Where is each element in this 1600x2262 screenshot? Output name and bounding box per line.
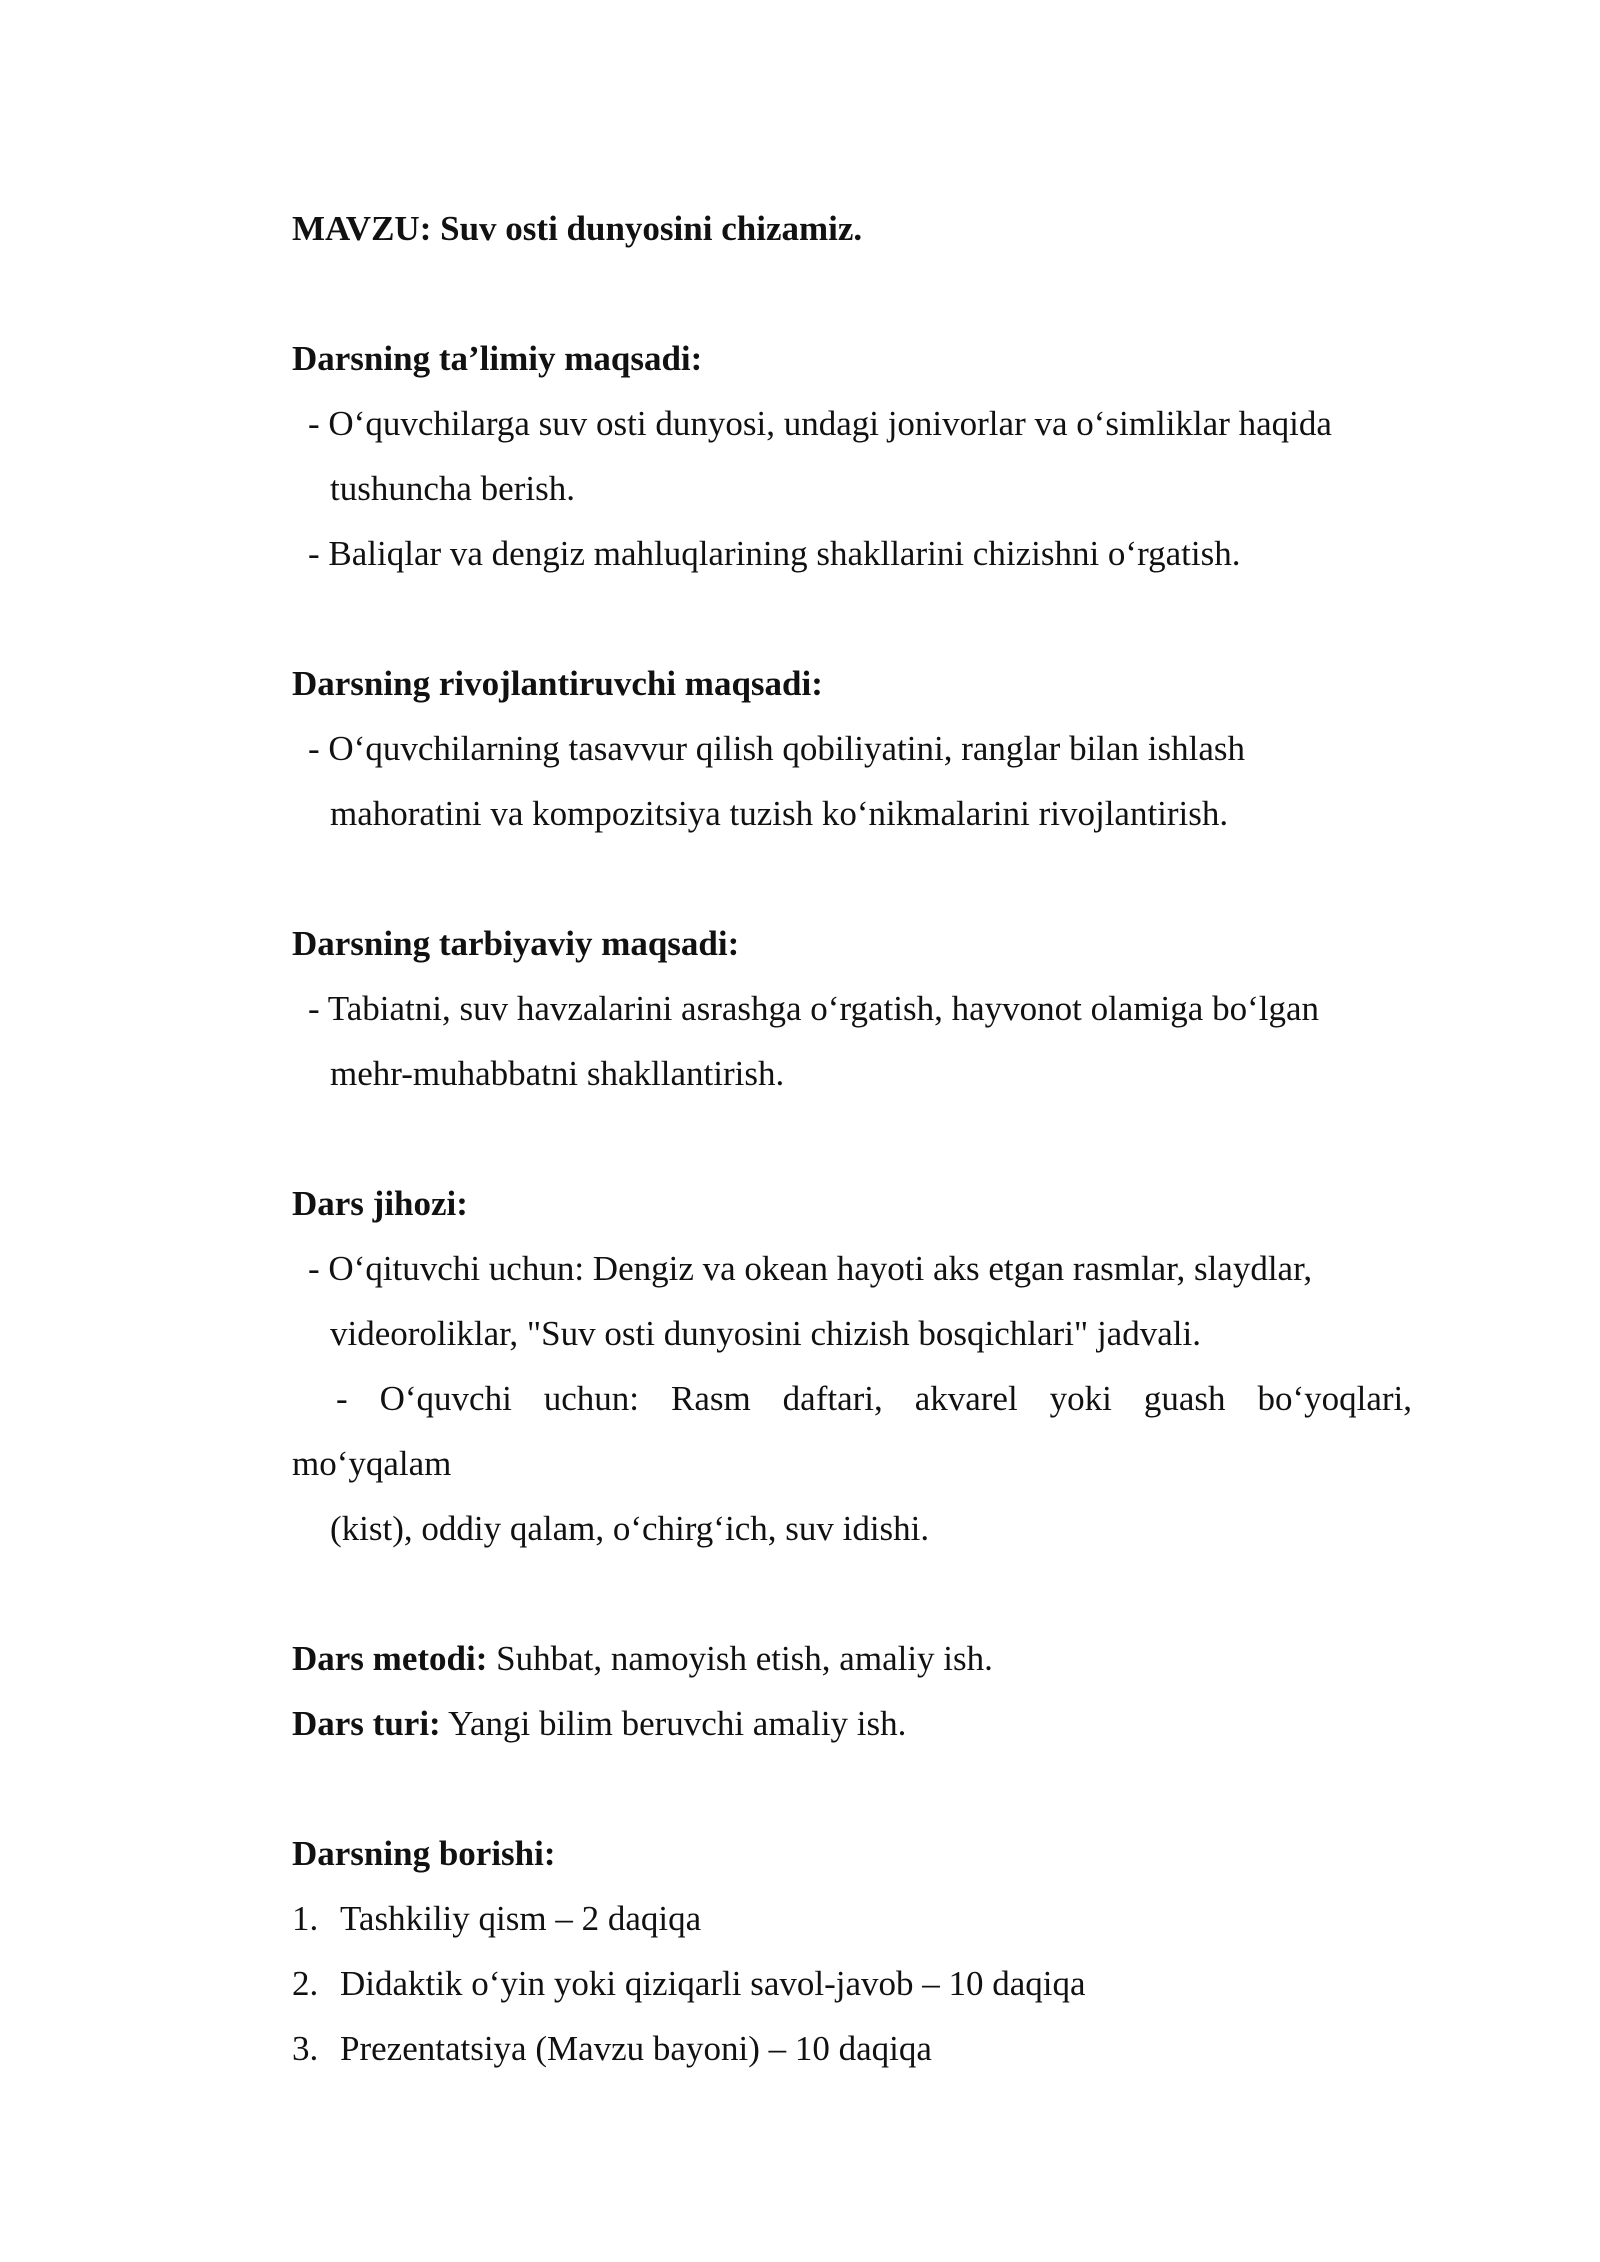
turi-text: Yangi bilim beruvchi amaliy ish.	[448, 1704, 907, 1743]
word: O‘quvchi	[379, 1379, 512, 1418]
list-text: Prezentatsiya (Mavzu bayoni) – 10 daqiqa	[340, 2029, 932, 2068]
spacer	[292, 1561, 1412, 1626]
spacer	[292, 1106, 1412, 1171]
tarbiyaviy-heading: Darsning tarbiyaviy maqsadi:	[292, 924, 740, 963]
word: akvarel	[914, 1379, 1018, 1418]
word: bo‘yoqlari,	[1257, 1379, 1412, 1418]
spacer	[292, 261, 1412, 326]
list-number: 2.	[292, 1964, 319, 2003]
dars-turi	[292, 1691, 1412, 1756]
word: guash	[1143, 1379, 1226, 1418]
spacer	[292, 846, 1412, 911]
borishi-heading: Darsning borishi:	[292, 1834, 556, 1873]
jihoz-student-line-3: (kist), oddiy qalam, o‘chirg‘ich, suv idishi.	[330, 1509, 930, 1548]
metod-text: Suhbat, namoyish etish, amaliy ish.	[496, 1639, 993, 1678]
title-text: Suv osti dunyosini chizamiz.	[440, 209, 863, 248]
tarbiyaviy-line-2: mehr-muhabbatni shakllantirish.	[330, 1054, 785, 1093]
talimiy-heading: Darsning ta’limiy maqsadi:	[292, 339, 703, 378]
title-label: MAVZU:	[292, 209, 432, 248]
rivojlantiruvchi-line-2: mahoratini va kompozitsiya tuzish ko‘nikmalarini rivojlantirish.	[330, 794, 1229, 833]
list-number: 1.	[292, 1899, 319, 1938]
word: -	[336, 1379, 348, 1418]
talimiy-item-2: - Baliqlar va dengiz mahluqlarining shakllarini chizishni o‘rgatish.	[308, 534, 1241, 573]
jihoz-heading: Dars jihozi:	[292, 1184, 468, 1223]
metod-label: Dars metodi:	[292, 1639, 488, 1678]
word: daftari,	[782, 1379, 883, 1418]
word: Rasm	[670, 1379, 751, 1418]
jihoz-student-line-2: mo‘yqalam	[292, 1444, 452, 1483]
list-number: 3.	[292, 2029, 319, 2068]
list-item	[292, 2016, 1412, 2081]
jihoz-teacher-line-2: videoroliklar, "Suv osti dunyosini chizish bosqichlari" jadvali.	[330, 1314, 1201, 1353]
rivojlantiruvchi-line-1: - O‘quvchilarning tasavvur qilish qobiliyatini, ranglar bilan ishlash	[308, 729, 1246, 768]
list-text: Tashkiliy qism – 2 daqiqa	[340, 1899, 702, 1938]
talimiy-item-1-line-1: - O‘quvchilarga suv osti dunyosi, undagi jonivorlar va o‘simliklar haqida	[308, 404, 1332, 443]
tarbiyaviy-line-1: - Tabiatni, suv havzalarini asrashga o‘rgatish, hayvonot olamiga bo‘lgan	[308, 989, 1319, 1028]
document-page	[292, 196, 1412, 2081]
word: yoki	[1049, 1379, 1112, 1418]
list-text: Didaktik o‘yin yoki qiziqarli savol-javob – 10 daqiqa	[340, 1964, 1086, 2003]
lesson-title	[292, 196, 1412, 261]
rivojlantiruvchi-heading: Darsning rivojlantiruvchi maqsadi:	[292, 664, 823, 703]
list-item	[292, 1886, 1412, 1951]
spacer	[292, 586, 1412, 651]
dars-metodi	[292, 1626, 1412, 1691]
spacer	[292, 1756, 1412, 1821]
turi-label: Dars turi:	[292, 1704, 441, 1743]
talimiy-item-1-line-2: tushuncha berish.	[330, 469, 575, 508]
list-item	[292, 1951, 1412, 2016]
jihoz-student-line-1	[292, 1366, 1412, 1431]
word: uchun:	[543, 1379, 640, 1418]
jihoz-teacher-line-1: - O‘qituvchi uchun: Dengiz va okean hayoti aks etgan rasmlar, slaydlar,	[308, 1249, 1313, 1288]
